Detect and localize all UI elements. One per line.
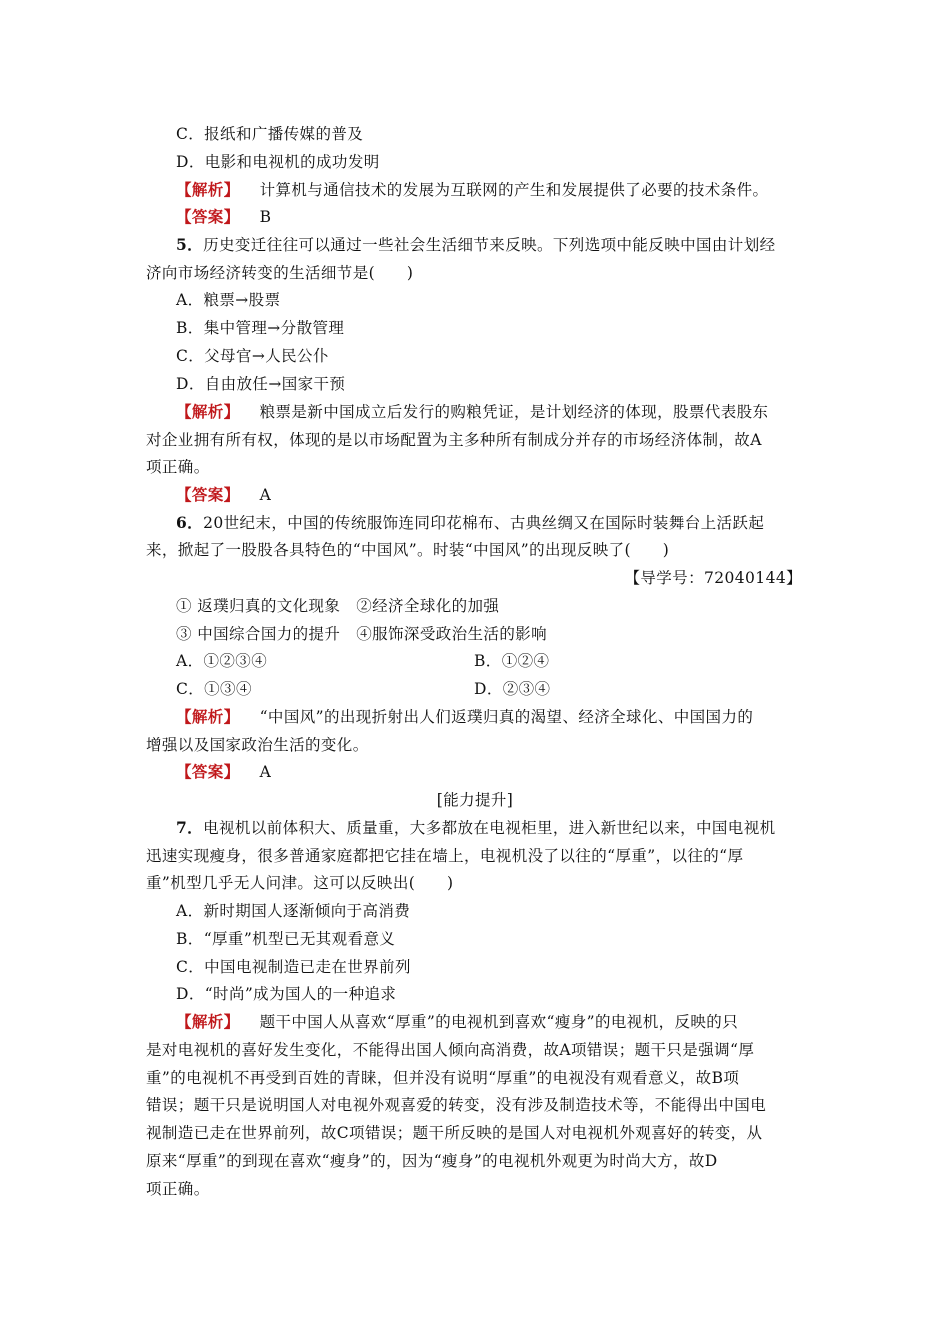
q6-stem-line2: 来，掀起了一股股各具特色的“中国风”。时装“中国风”的出现反映了( ) xyxy=(146,541,670,559)
q6-analysis-line1: 【解析】 “中国风”的出现折射出人们返璞归真的渴望、经济全球化、中国国力的 xyxy=(176,707,754,726)
answer-label: 【答案】 xyxy=(176,207,240,226)
answer-label: 【答案】 xyxy=(176,762,240,781)
q7-analysis-line3: 重”的电视机不再受到百姓的青睐，但并没有说明“厚重”的电视没有观看意义，故B项 xyxy=(146,1069,740,1087)
answer-text: A xyxy=(259,763,272,781)
q7-analysis-line4: 错误；题干只是说明国人对电视外观喜爱的转变，没有涉及制造技术等，不能得出中国电 xyxy=(146,1096,767,1114)
q5-option-c: C．父母官→人民公仆 xyxy=(176,347,329,365)
q5-answer xyxy=(176,485,271,505)
q7-stem-line1: 7．电视机以前体积大、质量重，大多都放在电视柜里，进入新世纪以来，中国电视机 xyxy=(176,818,776,837)
q5-stem-line1: 5．历史变迁往往可以通过一些社会生活细节来反映。下列选项中能反映中国由计划经 xyxy=(176,235,776,254)
q5-option-b: B．集中管理→分散管理 xyxy=(176,319,345,337)
answer-label: 【答案】 xyxy=(176,485,240,504)
q7-analysis-line1: 【解析】 题干中国人从喜欢“厚重”的电视机到喜欢“瘦身”的电视机，反映的只 xyxy=(176,1012,739,1031)
q6-option-c: C．①③④ xyxy=(176,680,252,698)
answer-text: B xyxy=(259,208,272,226)
q6-guide-number: 【导学号：72040144】 xyxy=(624,569,802,587)
analysis-text: 计算机与通信技术的发展为互联网的产生和发展提供了必要的技术条件。 xyxy=(259,181,769,199)
question-number: 5． xyxy=(176,235,204,254)
question-number: 7． xyxy=(176,818,204,837)
q6-item-line2: ③ 中国综合国力的提升 ④服饰深受政治生活的影响 xyxy=(176,625,548,643)
q5-analysis-line3: 项正确。 xyxy=(146,458,210,476)
q6-stem-line1: 6．20世纪末，中国的传统服饰连同印花棉布、古典丝绸又在国际时装舞台上活跃起 xyxy=(176,513,765,532)
q4-option-c: C．报纸和广播传媒的普及 xyxy=(176,125,364,143)
q6-item-line1: ① 返璞归真的文化现象 ②经济全球化的加强 xyxy=(176,597,500,615)
q5-option-a: A．粮票→股票 xyxy=(176,291,281,309)
analysis-label: 【解析】 xyxy=(176,180,240,199)
q7-stem-line2: 迅速实现瘦身，很多普通家庭都把它挂在墙上，电视机没了以往的“厚重”，以往的“厚 xyxy=(146,847,744,865)
q5-analysis-line2: 对企业拥有所有权，体现的是以市场配置为主多种所有制成分并存的市场经济体制，故A xyxy=(146,431,762,449)
q7-option-a: A．新时期国人逐渐倾向于高消费 xyxy=(176,902,411,920)
q7-option-c: C．中国电视制造已走在世界前列 xyxy=(176,958,411,976)
q7-option-b: B．“厚重”机型已无其观看意义 xyxy=(176,930,396,948)
q7-option-d: D．“时尚”成为国人的一种追求 xyxy=(176,985,397,1003)
analysis-label: 【解析】 xyxy=(176,402,240,421)
q4-analysis xyxy=(176,180,768,200)
analysis-label: 【解析】 xyxy=(176,707,240,726)
q5-analysis-line1: 【解析】 粮票是新中国成立后发行的购粮凭证，是计划经济的体现，股票代表股东 xyxy=(176,402,769,421)
q7-stem-line3: 重”机型几乎无人问津。这可以反映出( ) xyxy=(146,874,454,892)
q5-stem-line2: 济向市场经济转变的生活细节是( ) xyxy=(146,264,414,282)
q7-analysis-line7: 项正确。 xyxy=(146,1180,210,1198)
q4-option-d: D．电影和电视机的成功发明 xyxy=(176,153,380,171)
q6-option-a: A．①②③④ xyxy=(176,652,268,670)
q7-analysis-line6: 原来“厚重”的到现在喜欢“瘦身”的，因为“瘦身”的电视机外观更为时尚大方，故D xyxy=(146,1152,718,1170)
answer-text: A xyxy=(259,486,272,504)
q6-option-b: B．①②④ xyxy=(474,652,550,670)
q6-analysis-line2: 增强以及国家政治生活的变化。 xyxy=(146,736,369,754)
q7-analysis-line2: 是对电视机的喜好发生变化，不能得出国人倾向高消费，故A项错误；题干只是强调“厚 xyxy=(146,1041,755,1059)
question-number: 6． xyxy=(176,513,204,532)
q6-option-d: D．②③④ xyxy=(474,680,551,698)
q5-option-d: D．自由放任→国家干预 xyxy=(176,375,346,393)
section-title: [能力提升] xyxy=(436,791,514,809)
q7-analysis-line5: 视制造已走在世界前列，故C项错误；题干所反映的是国人对电视机外观喜好的转变，从 xyxy=(146,1124,763,1142)
analysis-label: 【解析】 xyxy=(176,1012,240,1031)
q4-answer xyxy=(176,207,271,227)
q6-answer xyxy=(176,762,271,782)
